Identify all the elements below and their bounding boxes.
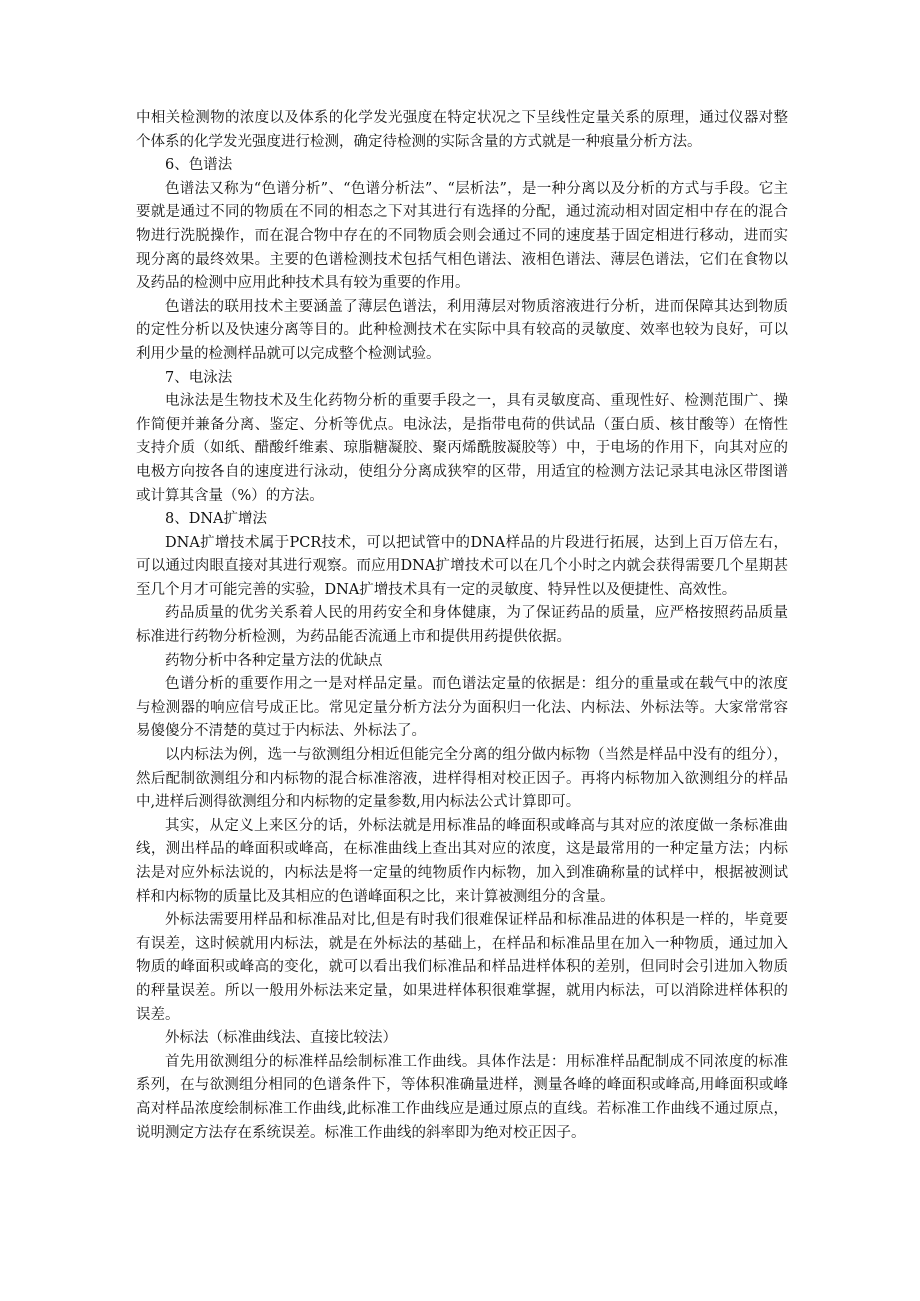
section-heading-dna-amplification: 8、DNA扩增法 [165,511,268,528]
paragraph-chromatography-definition: 色谱法又称为“色谱分析”、“色谱分析法”、“层析法”，是一种分离以及分析的方式与手段。它主要就是通过不同的物质在不同的相态之下对其进行有选择的分配，通过流动相对固定相中存在的混合物进行洗脱操作，而在混合物中存在的不同物质会则会通过不同的速度基于固定相进行移动，进而实现分离的最终效果。主要的色谱检测技术包括气相色谱法、液相色谱法、薄层色谱法，它们在食物以及药品的检测中应用此种技术具有较为重要的作用。 [136,180,788,292]
section-heading-chromatography: 6、色谱法 [165,157,233,174]
paragraph-continuation: 中相关检测物的浓度以及体系的化学发光强度在特定状况之下呈线性定量关系的原理，通过仪器对整个体系的化学发光强度进行检测，确定待检测的实际含量的方式就是一种痕量分析方法。 [136,110,788,150]
paragraph-drug-quality: 药品质量的优劣关系着人民的用药安全和身体健康，为了保证药品的质量，应严格按照药品质量标准进行药物分析检测，为药品能否流通上市和提供用药提供依据。 [136,605,788,646]
paragraph-dna-amplification: DNA扩增技术属于PCR技术，可以把试管中的DNA样品的片段进行拓展，达到上百万倍左右，可以通过肉眼直接对其进行观察。而应用DNA扩增技术可以在几个小时之内就会获得需要几个星期甚至几个月才可能完善的实验，DNA扩增技术具有一定的灵敏度、特异性以及便捷性、高效性。 [136,534,788,598]
paragraph-quantitation-basis: 色谱分析的重要作用之一是对样品定量。而色谱法定量的依据是：组分的重量或在载气中的浓度与检测器的响应信号成正比。常见定量分析方法分为面积归一化法、内标法、外标法等。大家常常容易傻傻分不清楚的莫过于内标法、外标法了。 [136,676,788,740]
paragraph-standard-curve: 首先用欲测组分的标准样品绘制标准工作曲线。具体作法是：用标准样品配制成不同浓度的标准系列，在与欲测组分相同的色谱条件下，等体积准确量进样，测量各峰的峰面积或峰高,用峰面积或峰高对样品浓度绘制标准工作曲线,此标准工作曲线应是通过原点的直线。若标准工作曲线不通过原点，说明测定方法存在系统误差。标准工作曲线的斜率即为绝对校正因子。 [136,1053,788,1141]
section-heading-quantitative-methods: 药物分析中各种定量方法的优缺点 [165,652,383,669]
paragraph-chromatography-combined: 色谱法的联用技术主要涵盖了薄层色谱法，利用薄层对物质溶液进行分析，进而保障其达到物质的定性分析以及快速分离等目的。此种检测技术在实际中具有较高的灵敏度、效率也较为良好，可以利用少量的检测样品就可以完成整个检测试验。 [136,298,788,362]
paragraph-external-vs-internal: 其实，从定义上来区分的话，外标法就是用标准品的峰面积或峰高与其对应的浓度做一条标准曲线，测出样品的峰面积或峰高，在标准曲线上查出其对应的浓度，这是最常用的一种定量方法；内标法是对应外标法说的，内标法是将一定量的纯物质作内标物，加入到准确称量的试样中，根据被测试样和内标物的质量比及其相应的色谱峰面积之比，来计算被测组分的含量。 [136,817,788,905]
paragraph-internal-standard: 以内标法为例，选一与欲测组分相近但能完全分离的组分做内标物（当然是样品中没有的组分），然后配制欲测组分和内标物的混合标准溶液，进样得相对校正因子。再将内标物加入欲测组分的样品中,进样后测得欲测组分和内标物的定量参数,用内标法公式计算即可。 [136,747,788,811]
paragraph-electrophoresis: 电泳法是生物技术及生化药物分析的重要手段之一，具有灵敏度高、重现性好、检测范围广、操作简便并兼备分离、鉴定、分析等优点。电泳法，是指带电荷的供试品（蛋白质、核甘酸等）在惰性支持介质（如纸、醋酸纤维素、琼脂糖凝胶、聚丙烯酰胺凝胶等）中，于电场的作用下，向其对应的电极方向按各自的速度进行泳动，使组分分离成狭窄的区带，用适宜的检测方法记录其电泳区带图谱或计算其含量（%）的方法。 [136,393,788,504]
paragraph-external-standard-error: 外标法需要用样品和标准品对比,但是有时我们很难保证样品和标准品进的体积是一样的，毕竟要有误差，这时候就用内标法，就是在外标法的基础上，在样品和标准品里在加入一种物质，通过加入物质的峰面积或峰高的变化，就可以看出我们标准品和样品进样体积的差别，但同时会引进加入物质的秤量误差。所以一般用外标法来定量，如果进样体积很难掌握，就用内标法，可以消除进样体积的误差。 [136,912,788,1023]
section-heading-electrophoresis: 7、电泳法 [165,369,233,386]
section-heading-external-standard: 外标法（标准曲线法、直接比较法） [165,1030,397,1047]
document-page [136,107,788,1145]
